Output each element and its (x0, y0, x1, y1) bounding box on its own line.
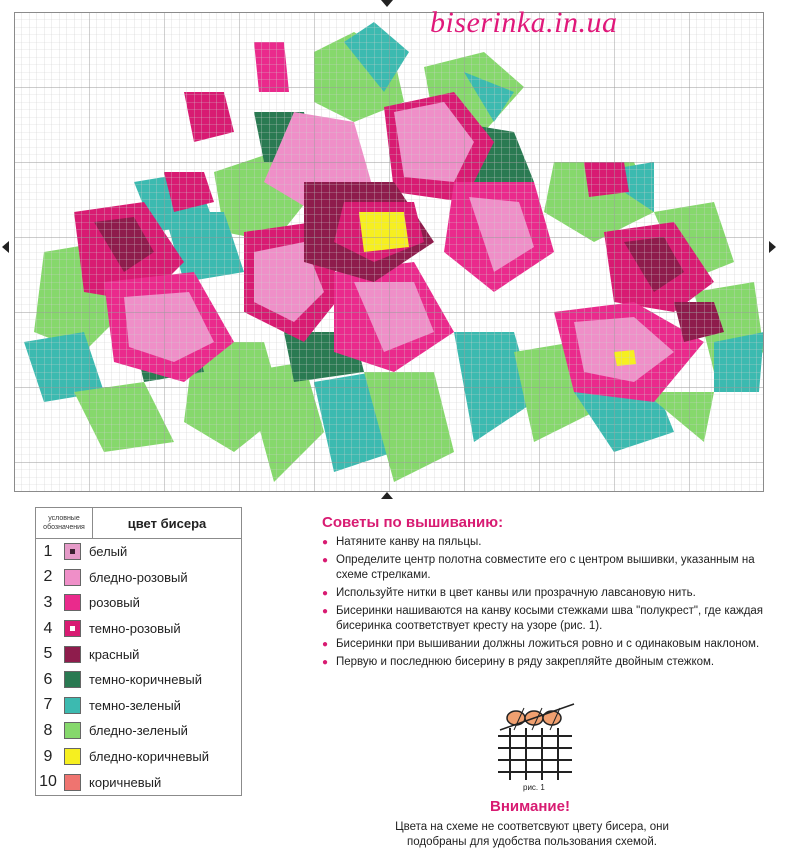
legend-color-name: коричневый (89, 774, 162, 790)
half-cross-stitch-figure (490, 700, 580, 785)
legend-color-name: темно-коричневый (89, 672, 202, 688)
embroidery-tips (322, 514, 782, 673)
legend-color-header: цвет бисера (127, 515, 207, 531)
figure-caption: рис. 1 (523, 783, 545, 792)
tip-text: Определите центр полотна совместите его с центром вышивки, указанным на схеме стрелками. (336, 554, 755, 581)
center-arrow-bottom (381, 492, 393, 499)
legend-swatch (64, 646, 81, 663)
legend-row (36, 667, 241, 693)
tip-item (322, 553, 782, 583)
legend-swatch (64, 620, 81, 637)
bullet-icon: ● (322, 657, 329, 668)
legend-swatch-dot (70, 626, 75, 631)
tip-text: Бисеринки при вышивании должны ложиться ровно и с одинаковым наклоном. (336, 638, 760, 650)
bullet-icon: ● (322, 555, 329, 566)
legend-number: 6 (43, 670, 53, 688)
legend-number: 10 (39, 773, 57, 791)
legend-row (36, 693, 241, 719)
site-watermark: biserinka.in.ua (430, 6, 618, 39)
legend-number: 2 (43, 568, 53, 586)
legend-color-name: темно-зеленый (89, 697, 181, 713)
tip-text: Натяните канву на пяльцы. (336, 536, 482, 548)
legend-row (36, 616, 241, 642)
legend-row (36, 641, 241, 667)
warning-title: Внимание! (490, 798, 570, 815)
legend-row (36, 744, 241, 770)
tip-text: Используйте нитки в цвет канвы или прозрачную лавсановую нить. (336, 587, 696, 599)
legend-swatch (64, 671, 81, 688)
center-arrow-left (2, 241, 9, 253)
center-arrow-top (381, 0, 393, 7)
legend-number: 5 (43, 645, 53, 663)
legend-color-name: бледно-коричневый (89, 749, 209, 765)
legend-swatch (64, 697, 81, 714)
legend-number: 7 (43, 696, 53, 714)
legend-row (36, 769, 241, 795)
legend-color-name: белый (89, 544, 128, 560)
tip-item (322, 604, 782, 634)
legend-swatch (64, 748, 81, 765)
legend-number: 9 (43, 747, 53, 765)
legend-color-name: темно-розовый (89, 621, 181, 637)
legend-row (36, 565, 241, 591)
center-arrow-right (769, 241, 776, 253)
legend-swatch (64, 569, 81, 586)
legend-symbol-header: условные обозначения (36, 508, 93, 538)
tip-item (322, 586, 782, 601)
legend-color-name: розовый (89, 595, 140, 611)
legend-color-name: красный (89, 646, 140, 662)
legend-number: 4 (43, 619, 53, 637)
legend-header (36, 508, 241, 539)
legend-row (36, 539, 241, 565)
legend-number: 3 (43, 593, 53, 611)
legend-swatch (64, 594, 81, 611)
bullet-icon: ● (322, 537, 329, 548)
tip-item (322, 655, 782, 670)
legend-number: 1 (43, 542, 53, 560)
tip-item (322, 535, 782, 550)
legend-row (36, 718, 241, 744)
color-legend (35, 507, 242, 796)
legend-color-name: бледно-зеленый (89, 723, 188, 739)
tip-text: Бисеринки нашиваются на канву косыми стежками шва "полукрест", где каждая бисеринка соответствует кресту на узоре (рис. 1). (336, 605, 764, 632)
legend-number: 8 (43, 721, 53, 739)
bullet-icon: ● (322, 639, 329, 650)
tip-item (322, 637, 782, 652)
legend-row (36, 590, 241, 616)
legend-swatch (64, 722, 81, 739)
warning-text: Цвета на схеме не соответсвуют цвету бисера, они подобраны для удобства пользования схемой. (395, 821, 669, 848)
legend-swatch-dot (70, 549, 75, 554)
legend-color-name: бледно-розовый (89, 569, 188, 585)
legend-swatch (64, 774, 81, 791)
tip-text: Первую и последнюю бисерину в ряду закрепляйте двойным стежком. (336, 656, 715, 668)
tips-title: Советы по вышиванию: (322, 514, 504, 531)
bead-pattern-chart (14, 12, 764, 492)
bullet-icon: ● (322, 588, 329, 599)
legend-swatch (64, 543, 81, 560)
bullet-icon: ● (322, 606, 329, 617)
